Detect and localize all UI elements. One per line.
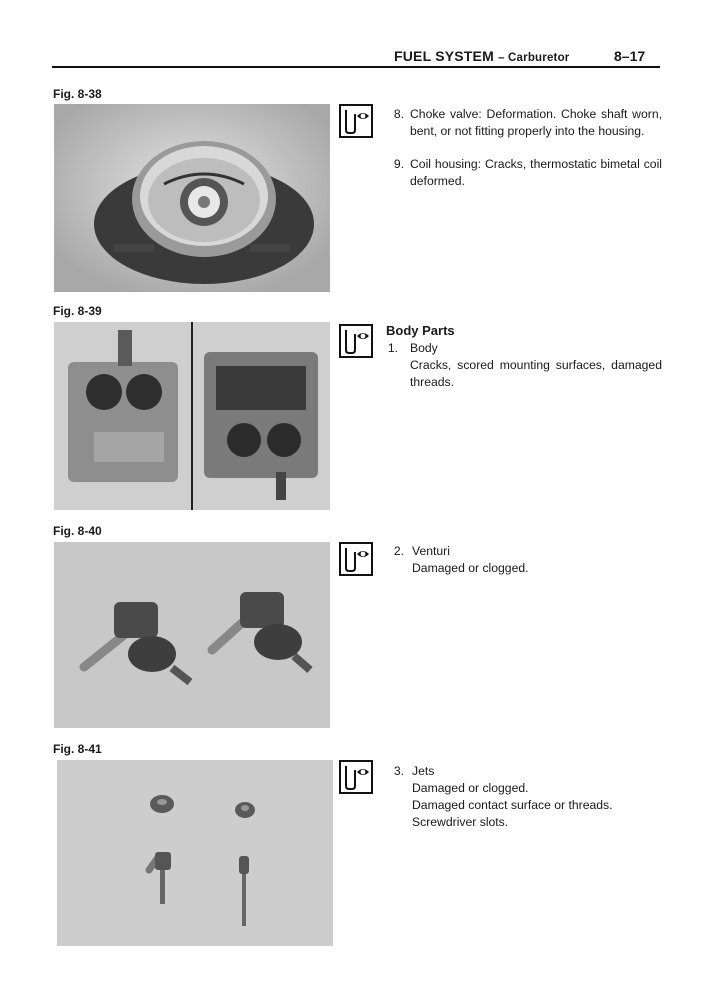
figure-label: Fig. 8-39 [53, 304, 102, 318]
item-title: Body [410, 341, 438, 355]
figure-label: Fig. 8-41 [53, 742, 102, 756]
inspect-eye-icon [339, 324, 373, 358]
item-number: 8. [393, 107, 404, 121]
item-text: Choke valve: Deformation. Choke shaft worn, bent, or not fitting properly into the housing. [410, 107, 662, 138]
section-name: FUEL SYSTEM [394, 48, 494, 64]
item-number: 3. [393, 764, 404, 778]
inspect-eye-icon [339, 760, 373, 794]
section-heading: Body Parts [386, 323, 455, 338]
choke-housing-photo [54, 104, 330, 292]
jets-photo [57, 760, 333, 946]
carburetor-body-photo [54, 322, 330, 510]
item-detail: Screwdriver slots. [412, 815, 509, 829]
inspect-eye-icon [339, 104, 373, 138]
figure-label: Fig. 8-40 [53, 524, 102, 538]
item-detail: Damaged or clogged. [412, 781, 529, 795]
item-number: 9. [393, 157, 404, 171]
item-title: Jets [412, 764, 435, 778]
inspect-eye-icon [339, 542, 373, 576]
item-text: Coil housing: Cracks, thermostatic bimetal coil deformed. [410, 157, 662, 188]
item-detail: Damaged or clogged. [412, 561, 529, 575]
page-header [0, 38, 709, 68]
subsection-name: – Carburetor [498, 52, 570, 64]
item-number: 1. [387, 341, 398, 355]
jets-section [382, 763, 662, 843]
page-number: 8–17 [614, 48, 646, 64]
item-detail: Cracks, scored mounting surfaces, damaged threads. [410, 358, 662, 389]
item-detail: Damaged contact surface or threads. [412, 798, 613, 812]
choke-items [382, 106, 662, 196]
body-parts-section [382, 322, 662, 402]
section-title [394, 48, 569, 64]
header-rule [52, 66, 660, 68]
item-title: Venturi [412, 544, 450, 558]
venturi-photo [54, 542, 330, 728]
figure-label: Fig. 8-38 [53, 87, 102, 101]
venturi-section [382, 543, 662, 583]
item-number: 2. [393, 544, 404, 558]
